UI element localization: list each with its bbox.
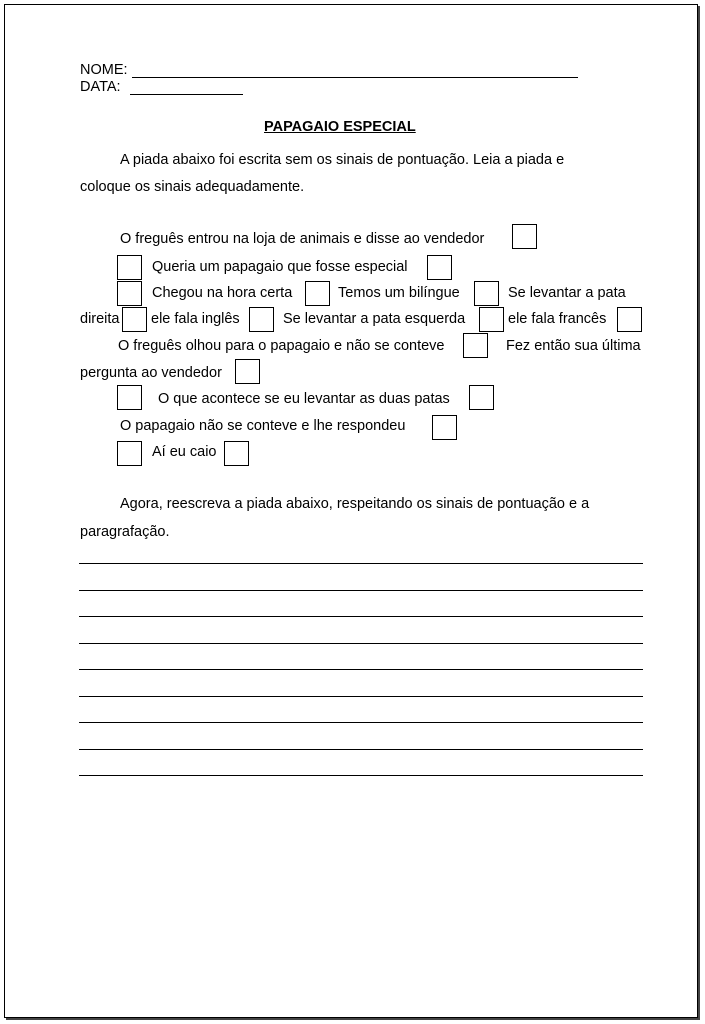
punctuation-box[interactable] <box>305 281 330 306</box>
punctuation-box[interactable] <box>512 224 537 249</box>
instructions-line: coloque os sinais adequadamente. <box>80 179 305 195</box>
punctuation-box[interactable] <box>474 281 499 306</box>
answer-line[interactable] <box>79 563 643 564</box>
punctuation-box[interactable] <box>224 441 249 466</box>
joke-text: Se levantar a pata <box>508 285 626 301</box>
punctuation-box[interactable] <box>432 415 457 440</box>
punctuation-box[interactable] <box>117 281 142 306</box>
punctuation-box[interactable] <box>122 307 147 332</box>
answer-line[interactable] <box>79 643 643 644</box>
joke-text: ele fala inglês <box>151 311 240 327</box>
name-field[interactable] <box>132 77 578 78</box>
joke-text: ele fala francês <box>508 311 607 327</box>
punctuation-box[interactable] <box>617 307 642 332</box>
answer-line[interactable] <box>79 749 643 750</box>
punctuation-box[interactable] <box>469 385 494 410</box>
joke-text: O freguês olhou para o papagaio e não se conteve <box>118 338 445 354</box>
joke-text: pergunta ao vendedor <box>80 365 222 381</box>
punctuation-box[interactable] <box>117 441 142 466</box>
joke-text: O papagaio não se conteve e lhe respondeu <box>120 418 406 434</box>
punctuation-box[interactable] <box>235 359 260 384</box>
punctuation-box[interactable] <box>249 307 274 332</box>
answer-line[interactable] <box>79 696 643 697</box>
joke-text: Chegou na hora certa <box>152 285 293 301</box>
date-field[interactable] <box>130 94 243 95</box>
answer-line[interactable] <box>79 590 643 591</box>
joke-text: Queria um papagaio que fosse especial <box>152 259 408 275</box>
punctuation-box[interactable] <box>427 255 452 280</box>
punctuation-box[interactable] <box>117 385 142 410</box>
punctuation-box[interactable] <box>117 255 142 280</box>
joke-text: Temos um bilíngue <box>338 285 460 301</box>
answer-line[interactable] <box>79 616 643 617</box>
joke-text: Se levantar a pata esquerda <box>283 311 466 327</box>
answer-line[interactable] <box>79 722 643 723</box>
rewrite-instructions: Agora, reescreva a piada abaixo, respeitando os sinais de pontuação e a <box>120 496 590 512</box>
punctuation-box[interactable] <box>463 333 488 358</box>
joke-text: O que acontece se eu levantar as duas patas <box>158 391 450 407</box>
answer-line[interactable] <box>79 775 643 776</box>
joke-text: direita <box>80 311 120 327</box>
answer-line[interactable] <box>79 669 643 670</box>
instructions-line: A piada abaixo foi escrita sem os sinais de pontuação. Leia a piada e <box>120 152 565 168</box>
joke-text: Fez então sua última <box>506 338 641 354</box>
punctuation-box[interactable] <box>479 307 504 332</box>
name-label: NOME: <box>80 62 128 78</box>
page-title: PAPAGAIO ESPECIAL <box>264 119 416 135</box>
date-label: DATA: <box>80 79 121 95</box>
joke-text: O freguês entrou na loja de animais e disse ao vendedor <box>120 231 485 247</box>
joke-text: Aí eu caio <box>152 444 217 460</box>
rewrite-instructions: paragrafação. <box>80 524 170 540</box>
